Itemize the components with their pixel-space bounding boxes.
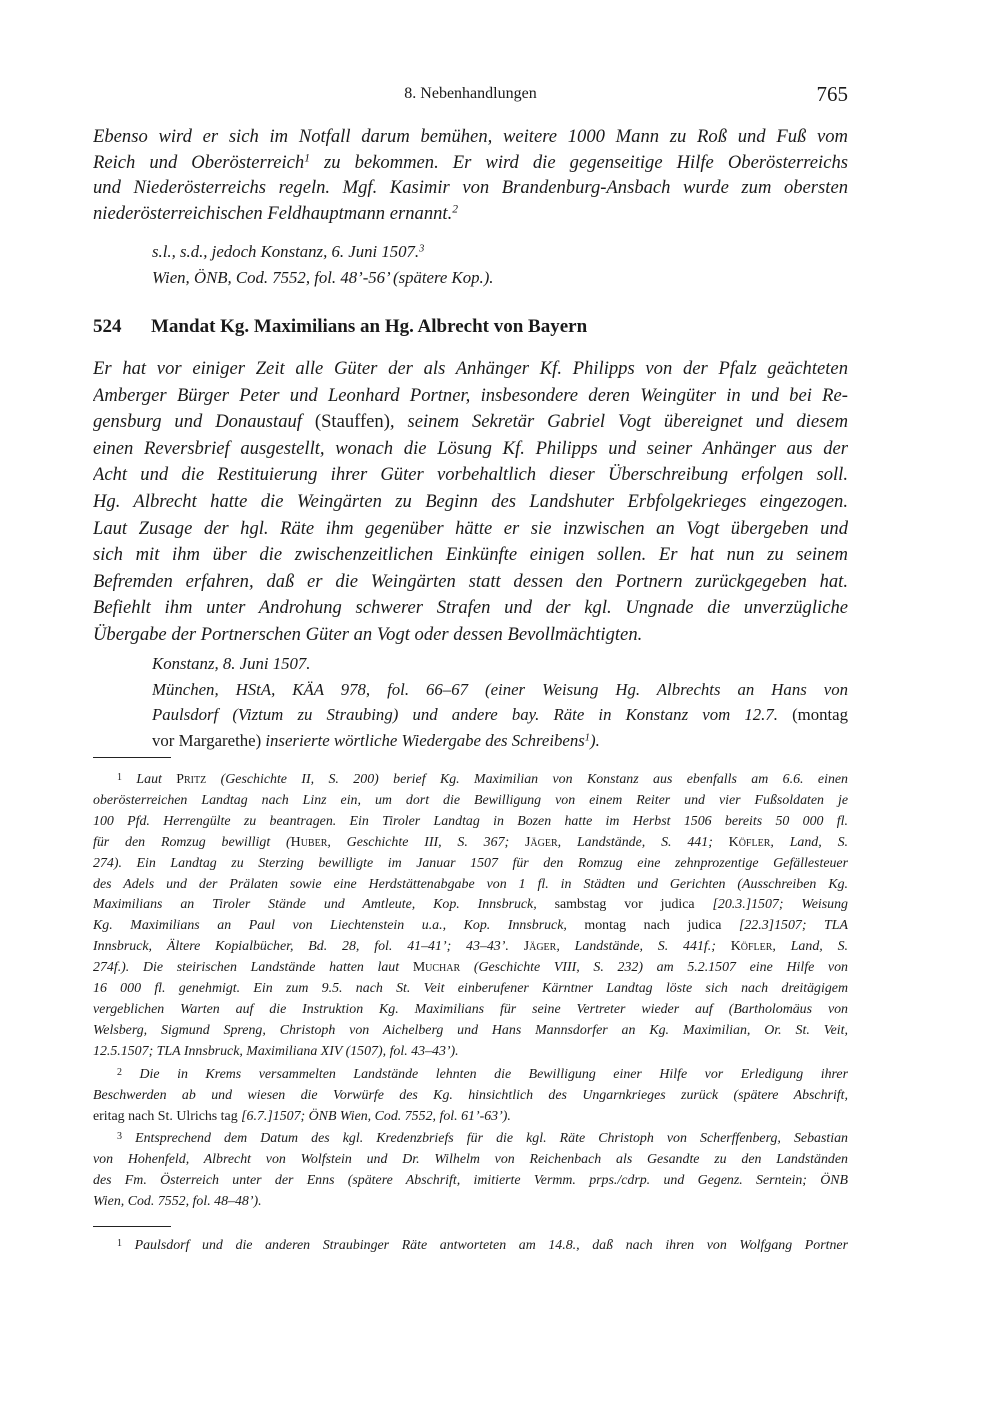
text-line xyxy=(152,239,848,265)
text-run: niederösterreichischen Feldhauptmann ernannt. xyxy=(93,202,453,224)
text-run: Paulsdorf und die anderen Straubinger Räte antworteten am 14.8., daß nach ihren von Wolfgang Portner xyxy=(122,1238,848,1253)
text-line xyxy=(93,201,848,227)
text-line xyxy=(93,383,848,410)
text-run: , Landstände, S. 441f.; xyxy=(556,939,731,955)
document-heading xyxy=(93,316,587,338)
text-line xyxy=(93,542,848,569)
text-line xyxy=(93,895,848,916)
text-run: 274). Ein Landtag zu Sterzing bewilligte im Januar 1507 für den Romzug eine zehnprozentige Gefällesteuer xyxy=(93,855,848,871)
text-line xyxy=(93,937,848,958)
text-run: Er hat vor einiger Zeit alle Güter der als Anhänger Kf. Philipps von der Pfalz geächteten xyxy=(93,358,848,379)
text-run: des Adels und der Prälaten sowie eine Herdstättenabgabe von 1 fl. in Städten und Gerichten (Ausschreiben Kg. xyxy=(93,876,848,892)
author-name: Köfler xyxy=(730,939,773,955)
running-title: 8. Nebenhandlungen xyxy=(404,85,537,102)
text-run: , Land, S. xyxy=(770,834,848,850)
text-line xyxy=(93,622,848,649)
text-line xyxy=(93,1234,848,1257)
text-run: Befremden erfahren, daß er die Weingärten statt dessen den Portnern zurückgegeben hat. xyxy=(93,570,848,592)
text-run: Beschwerden ab und wiesen die Vorwürfe des Kg. hinsichtlich des Ungarnkrieges zurück (spätere Abschrift, xyxy=(93,1087,848,1103)
text-line xyxy=(93,516,848,543)
text-line xyxy=(93,958,848,979)
text-run: 274f.). Die steirischen Landstände hatten laut xyxy=(93,960,413,976)
text-run: gensburg und Donaustauf xyxy=(93,411,315,433)
text-run: von Hohenfeld, Albrecht von Wolfstein und Dr. Wilhelm von Reichenbach als Gesandte zu den Landständen xyxy=(93,1152,848,1168)
text-line xyxy=(93,1086,848,1107)
author-name: Jäger xyxy=(523,939,557,955)
text-run: Reich und Oberösterreich xyxy=(93,151,305,173)
footnote-reference: 3 xyxy=(419,243,425,255)
text-run: [22.3]1507; TLA xyxy=(721,918,848,934)
text-run: München, HStA, KÄA 978, fol. 66–67 (einer Weisung Hg. Albrechts an Hans von xyxy=(152,679,848,699)
text-run: oberösterreichen Landtag nach Linz ein, um dort die Bewilligung von einem Reiter und vier Fußsoldaten je xyxy=(93,792,848,808)
regest-523-summary xyxy=(93,124,848,226)
roman-run: (Stauffen) xyxy=(314,411,390,433)
footnote-rule xyxy=(93,757,171,758)
footnote-reference: 2 xyxy=(452,203,459,216)
text-run: , Landstände, S. 441; xyxy=(557,834,729,850)
text-run: Befiehlt ihm unter Androhung schwerer Strafen und der kgl. Ungnade die unverzügliche xyxy=(93,597,848,619)
text-run: Wien, Cod. 7552, fol. 48–48’). xyxy=(93,1194,262,1210)
author-name: Pritz xyxy=(176,772,207,787)
text-line xyxy=(93,409,848,436)
text-run: Welsberg, Sigmund Spreng, Christoph von Aichelberg und Hans Mannsdorfer an Kg. Maximilian, Or. St. Veit, xyxy=(93,1022,848,1038)
text-run: s.l., s.d., jedoch Konstanz, 6. Juni 1507. xyxy=(152,242,420,261)
text-line xyxy=(93,1021,848,1042)
text-line xyxy=(93,1063,848,1086)
text-line xyxy=(93,462,848,489)
text-line xyxy=(152,651,848,677)
text-run: Übergabe der Portnerschen Güter an Vogt oder dessen Bevollmächtigten. xyxy=(93,623,643,645)
text-line xyxy=(93,768,848,791)
text-run: [6.7.]1507; ÖNB Wien, Cod. 7552, fol. 61’-63’). xyxy=(237,1108,511,1124)
text-line xyxy=(93,489,848,516)
roman-run: sambstag vor judica xyxy=(554,897,695,913)
text-line xyxy=(152,265,848,291)
text-run: für den Romzug bewilligt ( xyxy=(93,834,291,850)
author-name: Huber xyxy=(290,834,328,850)
text-line xyxy=(93,1171,848,1192)
text-run: Laut xyxy=(122,772,177,787)
text-line xyxy=(93,175,848,201)
text-run: Paulsdorf (Viztum zu Straubing) und andere bay. Räte in Konstanz vom 12.7. xyxy=(152,705,793,724)
text-run: Laut Zusage der hgl. Räte ihm gegenüber hätte er sie inzwischen an Vogt übergeben und xyxy=(93,517,848,539)
footnotes-numbered xyxy=(93,768,848,1213)
author-name: Muchar xyxy=(412,960,461,976)
text-line xyxy=(152,677,848,703)
page-number: 765 xyxy=(816,82,848,106)
text-run: Hg. Albrecht hatte die Weingärten zu Beginn des Landshuter Erbfolgekrieges eingezogen. xyxy=(93,490,848,512)
footnote-reference: 1 xyxy=(584,731,590,743)
text-run: vergeblichen Warten auf die Instruktion Kg. Maximilians für seine Vertreter wieder auf (Bartholomäus von xyxy=(93,1001,848,1017)
footnote-number: 2 xyxy=(117,1066,122,1078)
document-title: Mandat Kg. Maximilians an Hg. Albrecht von Bayern xyxy=(151,316,588,337)
running-header xyxy=(93,82,848,108)
text-run: Entsprechend dem Datum des kgl. Kredenzbriefs für die kgl. Räte Christoph von Scherffenberg, Sebastian xyxy=(122,1131,848,1147)
text-line xyxy=(93,1150,848,1171)
footnote-number: 1 xyxy=(117,772,122,783)
roman-run: (montag xyxy=(792,705,848,724)
text-run: zu bekommen. Er wird die gegenseitige Hilfe Oberösterreichs xyxy=(309,151,848,173)
regest-523-source xyxy=(152,239,848,290)
footnotes-text xyxy=(93,1234,848,1257)
text-run: Wien, ÖNB, Cod. 7552, fol. 48’-56’ (spätere Kop.). xyxy=(152,267,494,287)
text-run: 16 000 fl. genehmigt. Ein zum 9.5. nach St. Veit einberufener Kärntner Landtag löste sich nach dreitägigem xyxy=(93,981,848,997)
text-run: sich mit ihm über die zwischenzeitlichen Einkünfte einigen sollen. Er hat nun zu seinem xyxy=(93,544,848,566)
text-run: (Geschichte II, S. 200) berief Kg. Maximilian von Konstanz aus ebenfalls am 6.6. einen xyxy=(206,772,848,787)
author-name: Jäger xyxy=(525,834,558,850)
text-run: einen Reversbrief ausgestellt, wonach die Lösung Kf. Philipps und seiner Anhänger aus der xyxy=(93,437,848,459)
text-run: Konstanz, 8. Juni 1507. xyxy=(152,654,311,673)
text-run: , seinem Sekretär Gabriel Vogt übereignet und diesem xyxy=(389,411,848,433)
text-line xyxy=(93,1192,848,1213)
footnote-number: 1 xyxy=(117,1238,122,1249)
text-line xyxy=(93,979,848,1000)
text-line xyxy=(93,1127,848,1150)
text-run: 12.5.1507; TLA Innsbruck, Maximiliana XIV (1507), fol. 43–43’). xyxy=(93,1043,459,1059)
text-line xyxy=(93,812,848,833)
text-run: , Geschichte III, S. 367; xyxy=(327,834,525,850)
footnote-number: 3 xyxy=(117,1131,122,1143)
text-line xyxy=(152,702,848,728)
text-line xyxy=(93,854,848,875)
text-run: Innsbruck, Ältere Kopialbücher, Bd. 28, fol. 41–41’; 43–43’. xyxy=(93,939,524,955)
roman-run: vor Margarethe) xyxy=(152,730,262,750)
text-run: inserierte wörtliche Wiedergabe des Schreibens xyxy=(261,730,585,750)
text-line xyxy=(93,1042,848,1063)
text-line xyxy=(93,124,848,150)
text-line xyxy=(93,356,848,383)
text-run: [20.3.]1507; Weisung xyxy=(694,897,848,913)
text-line xyxy=(93,875,848,896)
text-line xyxy=(93,436,848,463)
text-run: Maximilians an Tiroler Stände und Amtleute, Kop. Innsbruck, xyxy=(93,897,555,913)
text-run: 100 Pfd. Herrengülte zu beantragen. Ein Tiroler Landtag in Bozen hatte im Herbst 1506 bereits 50 000 fl. xyxy=(93,813,848,829)
document-number: 524 xyxy=(93,316,122,337)
text-run: ). xyxy=(589,730,600,750)
text-run: Ebenso wird er sich im Notfall darum bemühen, weitere 1000 Mann zu Roß und Fuß vom xyxy=(93,126,848,147)
footnote-rule-letters xyxy=(93,1226,171,1227)
text-run: (Geschichte VIII, S. 232) am 5.2.1507 eine Hilfe von xyxy=(460,960,848,976)
text-run: Kg. Maximilians an Paul von Liechtenstein u.a., Kop. Innsbruck, xyxy=(93,918,585,934)
text-run: Acht und die Restituierung ihrer Güter vorbehaltlich dieser Überschreibung erfolgen soll. xyxy=(93,464,848,486)
footnote-reference: 1 xyxy=(304,152,310,165)
text-run: Die in Krems versammelten Landstände lehnten die Bewilligung einer Hilfe vor Erledigung ihrer xyxy=(122,1066,848,1082)
roman-run: montag nach judica xyxy=(584,918,722,934)
text-line xyxy=(93,1107,848,1128)
text-line xyxy=(93,791,848,812)
text-line xyxy=(93,916,848,937)
regest-524-source xyxy=(152,651,848,753)
text-line xyxy=(93,150,848,176)
text-run: und Niederösterreichs regeln. Mgf. Kasimir von Brandenburg-Ansbach wurde zum obersten xyxy=(93,177,848,199)
text-line xyxy=(93,595,848,622)
text-line xyxy=(93,833,848,854)
text-line xyxy=(93,1000,848,1021)
text-line xyxy=(93,569,848,596)
regest-524-summary xyxy=(93,356,848,649)
text-run: , Land, S. xyxy=(772,939,848,955)
text-run: Amberger Bürger Peter und Leonhard Portner, insbesondere deren Weingüter in und bei Re- xyxy=(93,384,848,406)
text-run: des Fm. Österreich unter der Enns (spätere Abschrift, imitierte Vermm. prps./cdrp. und Gegenz. Serntein; ÖNB xyxy=(93,1173,848,1189)
roman-run: eritag nach St. Ulrichs tag xyxy=(93,1108,238,1124)
text-line xyxy=(152,728,848,754)
author-name: Köfler xyxy=(728,834,771,850)
